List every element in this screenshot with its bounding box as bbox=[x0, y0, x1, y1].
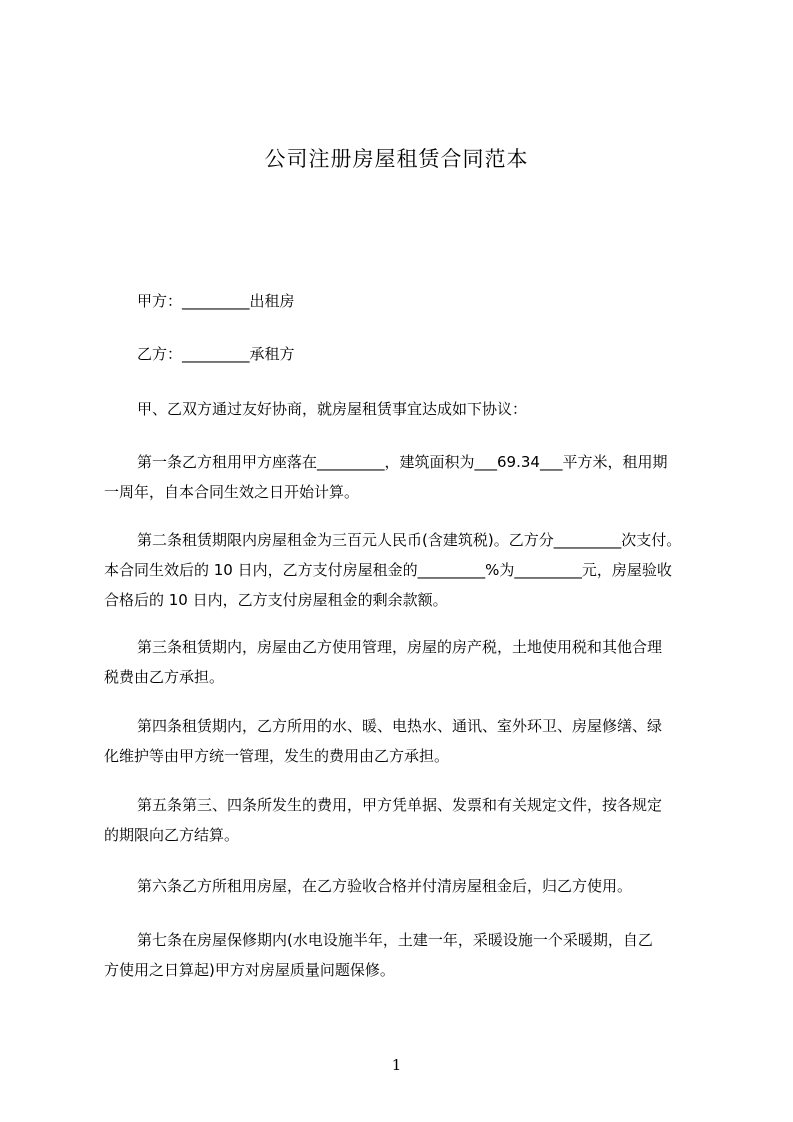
party-b-line bbox=[104, 339, 724, 369]
text-line: 合格后的 10 日内，乙方支付房屋租金的剩余款额。 bbox=[104, 591, 448, 609]
text-line: 第六条乙方所租用房屋，在乙方验收合格并付清房屋租金后，归乙方使用。 bbox=[137, 877, 633, 895]
article-3 bbox=[104, 632, 724, 692]
text-line: 的期限向乙方结算。 bbox=[104, 826, 240, 844]
text-line: 第三条租赁期内，房屋由乙方使用管理，房屋的房产税，土地使用税和其他合理 bbox=[137, 638, 663, 656]
document-title: 公司注册房屋租赁合同范本 bbox=[264, 147, 529, 171]
text-line: 乙方：_________承租方 bbox=[137, 345, 295, 363]
party-a-line bbox=[104, 286, 724, 316]
article-2 bbox=[104, 525, 724, 615]
agreement-intro bbox=[104, 394, 724, 424]
text-line: 第五条第三、四条所发生的费用，甲方凭单据、发票和有关规定文件，按各规定 bbox=[137, 796, 663, 814]
text-line: 税费由乙方承担。 bbox=[104, 668, 225, 686]
article-6 bbox=[104, 871, 724, 901]
article-5 bbox=[104, 790, 724, 850]
text-line: 第一条乙方租用甲方座落在_________，建筑面积为___69.34___平方米，租用期 bbox=[137, 453, 668, 471]
text-line: 第四条租赁期内，乙方所用的水、暖、电热水、通讯、室外环卫、房屋修缮、绿 bbox=[137, 717, 663, 735]
text-line: 本合同生效后的 10 日内，乙方支付房屋租金的_________%为_________元，房屋验收 bbox=[104, 561, 672, 579]
text-line: 甲方：_________出租房 bbox=[137, 292, 295, 310]
text-line: 甲、乙双方通过友好协商，就房屋租赁事宜达成如下协议： bbox=[137, 400, 528, 418]
text-line: 一周年，自本合同生效之日开始计算。 bbox=[104, 483, 360, 501]
article-4 bbox=[104, 711, 724, 771]
text-line: 方使用之日算起)甲方对房屋质量问题保修。 bbox=[104, 961, 395, 979]
article-1 bbox=[104, 447, 724, 507]
text-line: 第七条在房屋保修期内(水电设施半年，土建一年，采暖设施一个采暖期，自乙 bbox=[137, 931, 653, 949]
page-number: 1 bbox=[391, 1056, 402, 1074]
text-line: 化维护等由甲方统一管理，发生的费用由乙方承担。 bbox=[104, 747, 450, 765]
text-line: 第二条租赁期限内房屋租金为三百元人民币(含建筑税)。乙方分_________次支付。 bbox=[137, 531, 682, 549]
article-7 bbox=[104, 925, 724, 985]
